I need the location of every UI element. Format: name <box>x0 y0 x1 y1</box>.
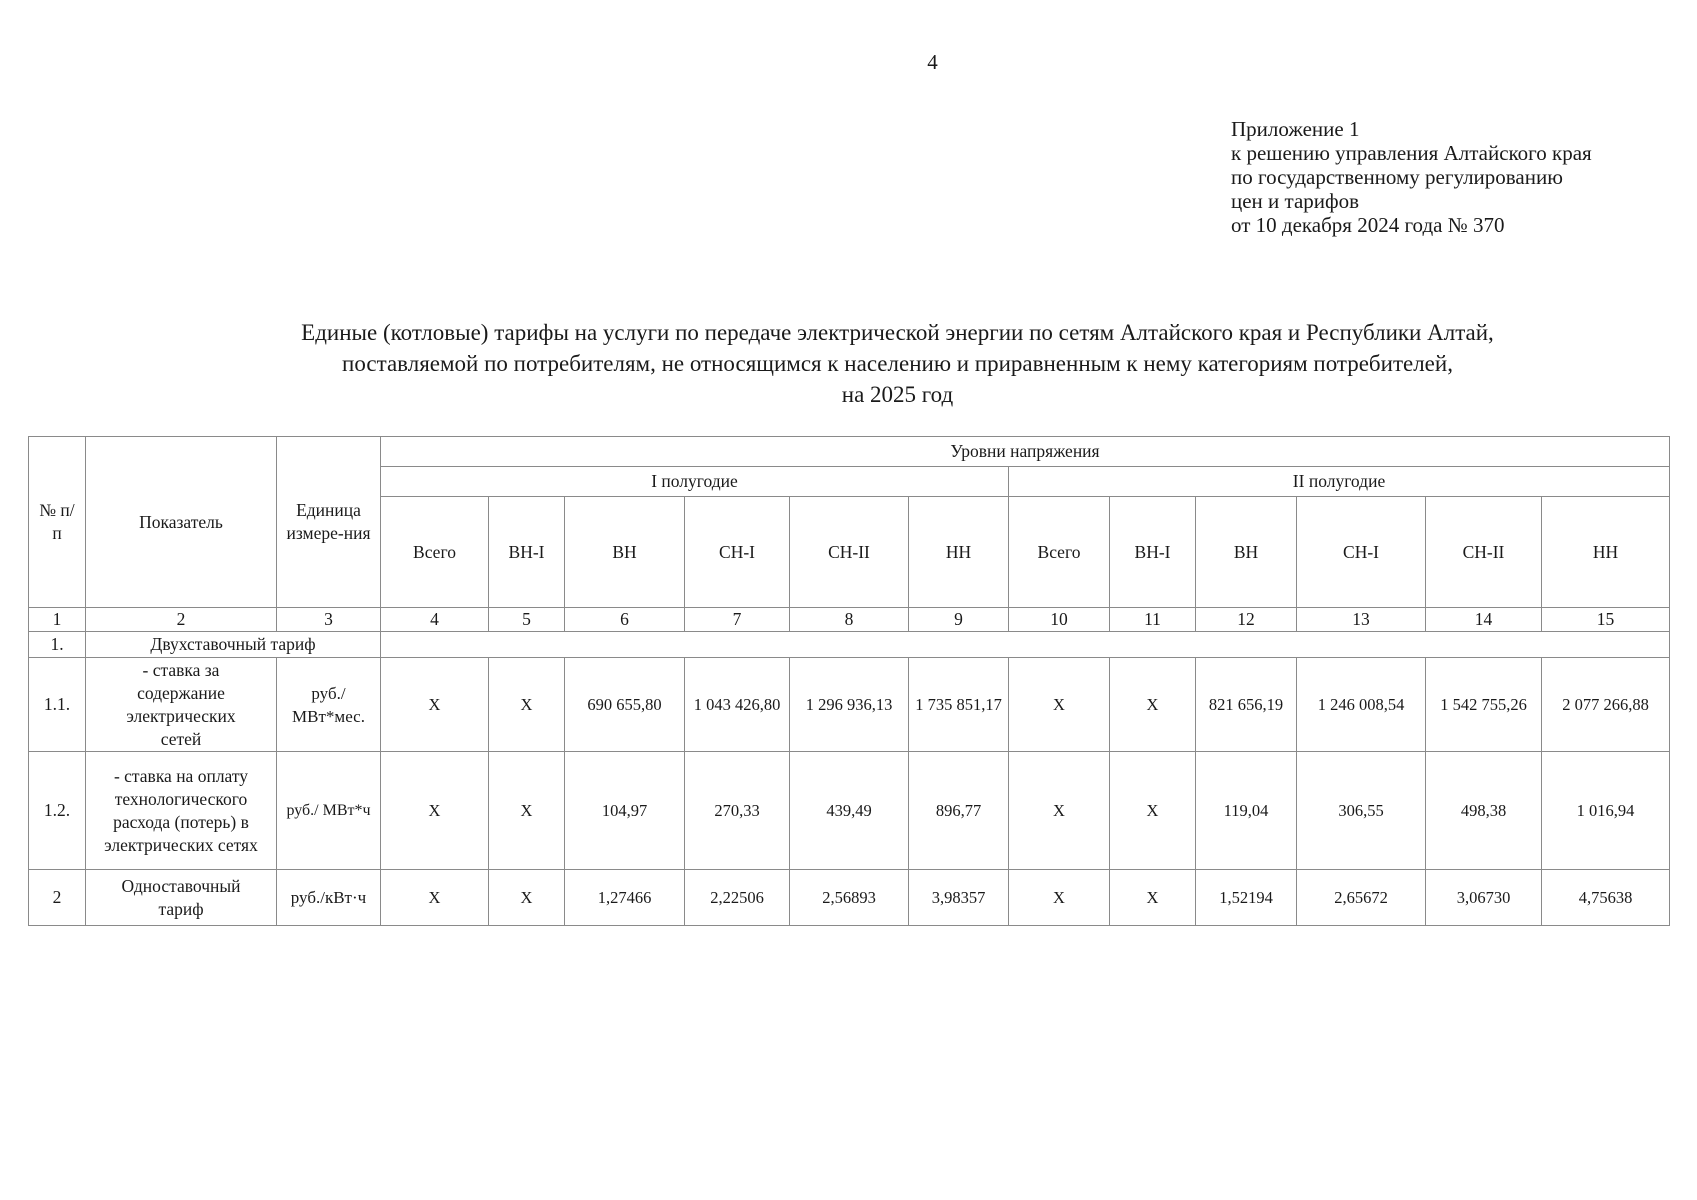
appendix-line: к решению управления Алтайского края <box>1231 141 1592 165</box>
value-cell: Х <box>489 870 565 926</box>
row-number: 1.2. <box>29 752 86 870</box>
column-header: ВН-I <box>489 497 565 608</box>
page-number: 4 <box>927 50 938 74</box>
value-cell: 2 077 266,88 <box>1542 658 1670 752</box>
column-number: 15 <box>1542 608 1670 632</box>
column-header: СН-II <box>1426 497 1542 608</box>
title-line: на 2025 год <box>841 382 954 407</box>
column-number: 6 <box>565 608 685 632</box>
value-cell: 1 016,94 <box>1542 752 1670 870</box>
value-cell: Х <box>1110 752 1196 870</box>
value-cell: 3,06730 <box>1426 870 1542 926</box>
value-cell: 896,77 <box>909 752 1009 870</box>
column-number: 8 <box>790 608 909 632</box>
table-row <box>29 752 1670 870</box>
column-number: 10 <box>1009 608 1110 632</box>
appendix-block <box>1231 117 1592 237</box>
value-cell: 2,65672 <box>1297 870 1426 926</box>
title-line: поставляемой по потребителям, не относящимся к населению и приравненным к нему категориям потребителей, <box>342 351 1453 376</box>
column-header: Всего <box>381 497 489 608</box>
value-cell: 1,27466 <box>565 870 685 926</box>
column-number: 7 <box>685 608 790 632</box>
header-row-levels <box>29 437 1670 467</box>
header-voltage-levels: Уровни напряжения <box>381 437 1670 467</box>
column-number: 4 <box>381 608 489 632</box>
column-header: СН-I <box>1297 497 1426 608</box>
column-header: ВН <box>565 497 685 608</box>
column-number: 1 <box>29 608 86 632</box>
value-cell: 1 542 755,26 <box>1426 658 1542 752</box>
column-header: ВН-I <box>1110 497 1196 608</box>
value-cell: 2,22506 <box>685 870 790 926</box>
document-title <box>0 317 1697 410</box>
empty-cell <box>381 632 1670 658</box>
tariffs-table <box>28 436 1670 926</box>
column-header: НН <box>1542 497 1670 608</box>
column-number: 11 <box>1110 608 1196 632</box>
column-header: НН <box>909 497 1009 608</box>
appendix-line: цен и тарифов <box>1231 189 1360 213</box>
value-cell: Х <box>1009 658 1110 752</box>
value-cell: Х <box>489 752 565 870</box>
table-row <box>29 870 1670 926</box>
value-cell: 270,33 <box>685 752 790 870</box>
row-unit: руб./ МВт*ч <box>277 752 381 870</box>
column-number: 9 <box>909 608 1009 632</box>
row-unit: руб./ МВт*мес. <box>277 658 381 752</box>
value-cell: Х <box>1009 870 1110 926</box>
value-cell: 104,97 <box>565 752 685 870</box>
appendix-line: Приложение 1 <box>1231 117 1360 141</box>
column-number: 5 <box>489 608 565 632</box>
column-header: СН-II <box>790 497 909 608</box>
value-cell: 306,55 <box>1297 752 1426 870</box>
row-number: 1. <box>29 632 86 658</box>
table-row-section-1 <box>29 632 1670 658</box>
value-cell: 821 656,19 <box>1196 658 1297 752</box>
row-label: Одноставочный тариф <box>86 870 277 926</box>
header-half-1: I полугодие <box>381 467 1009 497</box>
value-cell: 1 043 426,80 <box>685 658 790 752</box>
value-cell: 1,52194 <box>1196 870 1297 926</box>
column-number: 12 <box>1196 608 1297 632</box>
column-number: 3 <box>277 608 381 632</box>
value-cell: Х <box>1110 658 1196 752</box>
row-number: 1.1. <box>29 658 86 752</box>
appendix-line: по государственному регулированию <box>1231 165 1563 189</box>
value-cell: 1 296 936,13 <box>790 658 909 752</box>
column-header: СН-I <box>685 497 790 608</box>
header-number: № п/п <box>29 437 86 608</box>
value-cell: 3,98357 <box>909 870 1009 926</box>
header-half-2: II полугодие <box>1009 467 1670 497</box>
value-cell: Х <box>381 658 489 752</box>
column-number: 14 <box>1426 608 1542 632</box>
column-header: ВН <box>1196 497 1297 608</box>
section-label: Двухставочный тариф <box>86 632 381 658</box>
value-cell: 119,04 <box>1196 752 1297 870</box>
value-cell: 1 246 008,54 <box>1297 658 1426 752</box>
value-cell: Х <box>1009 752 1110 870</box>
appendix-line: от 10 декабря 2024 года № 370 <box>1231 213 1505 237</box>
column-number: 13 <box>1297 608 1426 632</box>
value-cell: 4,75638 <box>1542 870 1670 926</box>
row-label: - ставка за содержание электрических сетей <box>86 658 277 752</box>
value-cell: Х <box>381 752 489 870</box>
value-cell: Х <box>1110 870 1196 926</box>
header-unit: Единица измере-ния <box>277 437 381 608</box>
column-number: 2 <box>86 608 277 632</box>
value-cell: 2,56893 <box>790 870 909 926</box>
table-row <box>29 658 1670 752</box>
value-cell: Х <box>381 870 489 926</box>
header-indicator: Показатель <box>86 437 277 608</box>
column-number-row <box>29 608 1670 632</box>
value-cell: 498,38 <box>1426 752 1542 870</box>
title-line: Единые (котловые) тарифы на услуги по передаче электрической энергии по сетям Алтайского края и Республики Алтай, <box>301 320 1494 345</box>
column-header: Всего <box>1009 497 1110 608</box>
row-label: - ставка на оплату технологического расхода (потерь) в электрических сетях <box>86 752 277 870</box>
value-cell: Х <box>489 658 565 752</box>
value-cell: 439,49 <box>790 752 909 870</box>
row-unit: руб./кВт·ч <box>277 870 381 926</box>
value-cell: 690 655,80 <box>565 658 685 752</box>
value-cell: 1 735 851,17 <box>909 658 1009 752</box>
row-number: 2 <box>29 870 86 926</box>
